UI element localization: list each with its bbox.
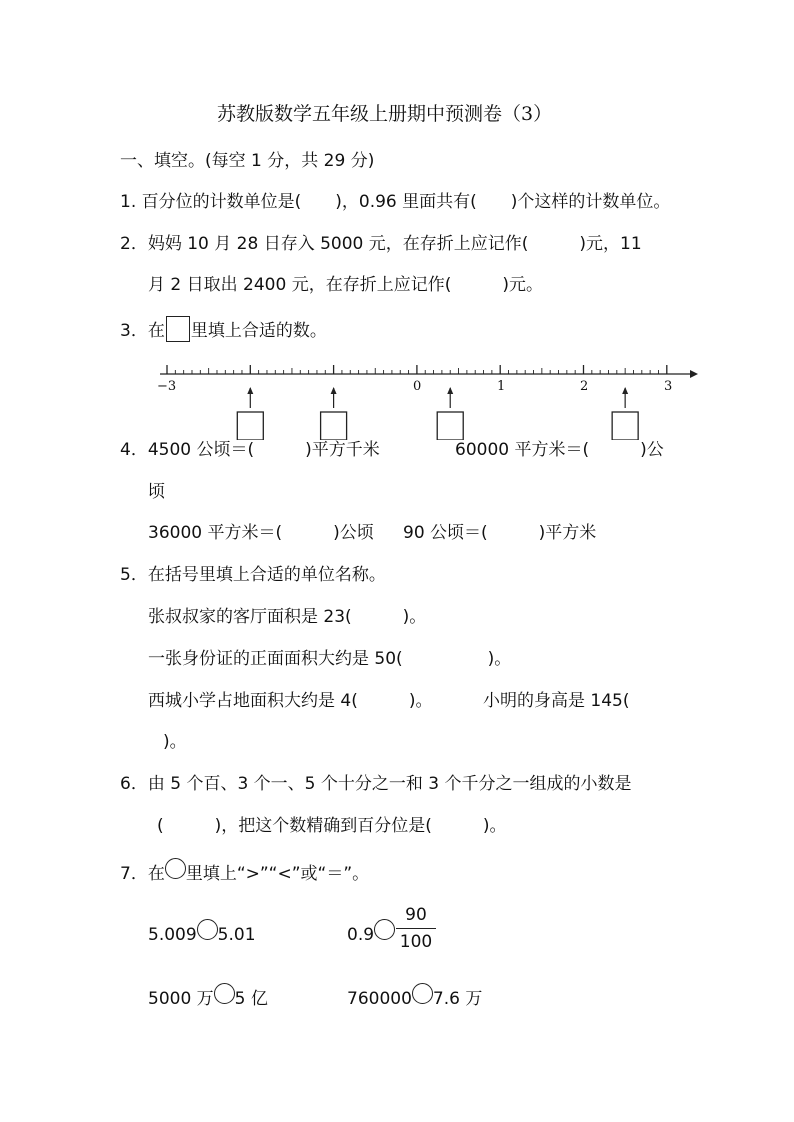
label-3: 3	[664, 379, 673, 394]
question-5-heading: 5．在括号里填上合适的单位名称。	[120, 565, 386, 585]
compare-3-left: 5000 万	[148, 989, 214, 1009]
answer-circle-icon	[197, 919, 218, 940]
question-7-prefix: 7．在	[120, 864, 165, 884]
question-4-line-3a: 36000 平方米＝( )公顷	[148, 523, 374, 543]
compare-1	[148, 919, 256, 946]
question-1: 1. 百分位的计数单位是( )，0.96 里面共有( )个这样的计数单位。	[120, 192, 671, 212]
answer-box	[437, 412, 463, 440]
question-3-suffix: 里填上合适的数。	[190, 321, 327, 341]
question-6-line-1: 6．由 5 个百、3 个一、5 个十分之一和 3 个千分之一组成的小数是	[120, 774, 632, 794]
label-minus-3: −3	[157, 379, 177, 394]
compare-4	[347, 983, 482, 1010]
arrow-head-icon	[331, 387, 337, 394]
number-line-ticks	[167, 365, 667, 374]
question-5-a: 张叔叔家的客厅面积是 23( )。	[148, 607, 427, 627]
answer-circle-icon	[165, 858, 186, 879]
answer-circle-icon	[412, 983, 433, 1004]
question-6-line-2: ( )，把这个数精确到百分位是( )。	[157, 816, 507, 836]
question-4-line-1b: 60000 平方米＝( )公	[455, 440, 664, 460]
compare-3-right: 5 亿	[234, 989, 268, 1009]
arrow-head-icon	[622, 387, 628, 394]
question-7	[120, 858, 369, 885]
answer-box-icon	[166, 316, 190, 342]
answer-circle-icon	[374, 919, 395, 940]
arrow-head-icon	[247, 387, 253, 394]
question-4-line-2: 顷	[148, 482, 165, 502]
section-heading: 一、填空。(每空 1 分，共 29 分)	[120, 151, 375, 171]
question-3	[120, 316, 327, 342]
question-4-line-1a: 4．4500 公顷＝( )平方千米	[120, 440, 380, 460]
answer-box	[237, 412, 263, 440]
answer-circle-icon	[214, 983, 235, 1004]
question-2-line-2: 月 2 日取出 2400 元，在存折上应记作( )元。	[148, 275, 543, 295]
label-0: 0	[413, 379, 422, 394]
fraction-bar	[396, 928, 436, 929]
compare-4-right: 7.6 万	[432, 989, 483, 1009]
fraction-90-100	[396, 903, 436, 954]
question-2-line-1: 2．妈妈 10 月 28 日存入 5000 元，在存折上应记作( )元，11	[120, 234, 642, 254]
question-5-c1: 西城小学占地面积大约是 4( )。	[148, 691, 433, 711]
fraction-numerator: 90	[405, 905, 427, 925]
question-5-b: 一张身份证的正面面积大约是 50( )。	[148, 649, 512, 669]
compare-2-left: 0.9	[347, 925, 375, 945]
number-line-answers	[237, 387, 638, 440]
question-5-c3: )。	[163, 732, 187, 752]
question-3-prefix: 3．在	[120, 321, 165, 341]
compare-4-left: 760000	[347, 989, 412, 1009]
compare-3	[148, 983, 268, 1010]
compare-1-left: 5.009	[148, 925, 197, 945]
question-5-c2: 小明的身高是 145(	[483, 691, 630, 711]
fraction-denominator: 100	[399, 932, 433, 952]
answer-box	[612, 412, 638, 440]
label-2: 2	[580, 379, 589, 394]
question-4-line-3b: 90 公顷＝( )平方米	[403, 523, 597, 543]
number-line	[0, 350, 794, 440]
compare-2	[347, 919, 395, 946]
question-7-suffix: 里填上“>”“<”或“＝”。	[185, 864, 370, 884]
answer-box	[321, 412, 347, 440]
compare-1-right: 5.01	[217, 925, 256, 945]
arrow-head-icon	[447, 387, 453, 394]
label-1: 1	[497, 379, 506, 394]
page-title: 苏教版数学五年级上册期中预测卷（3）	[217, 103, 553, 125]
number-line-arrowhead	[690, 370, 698, 378]
